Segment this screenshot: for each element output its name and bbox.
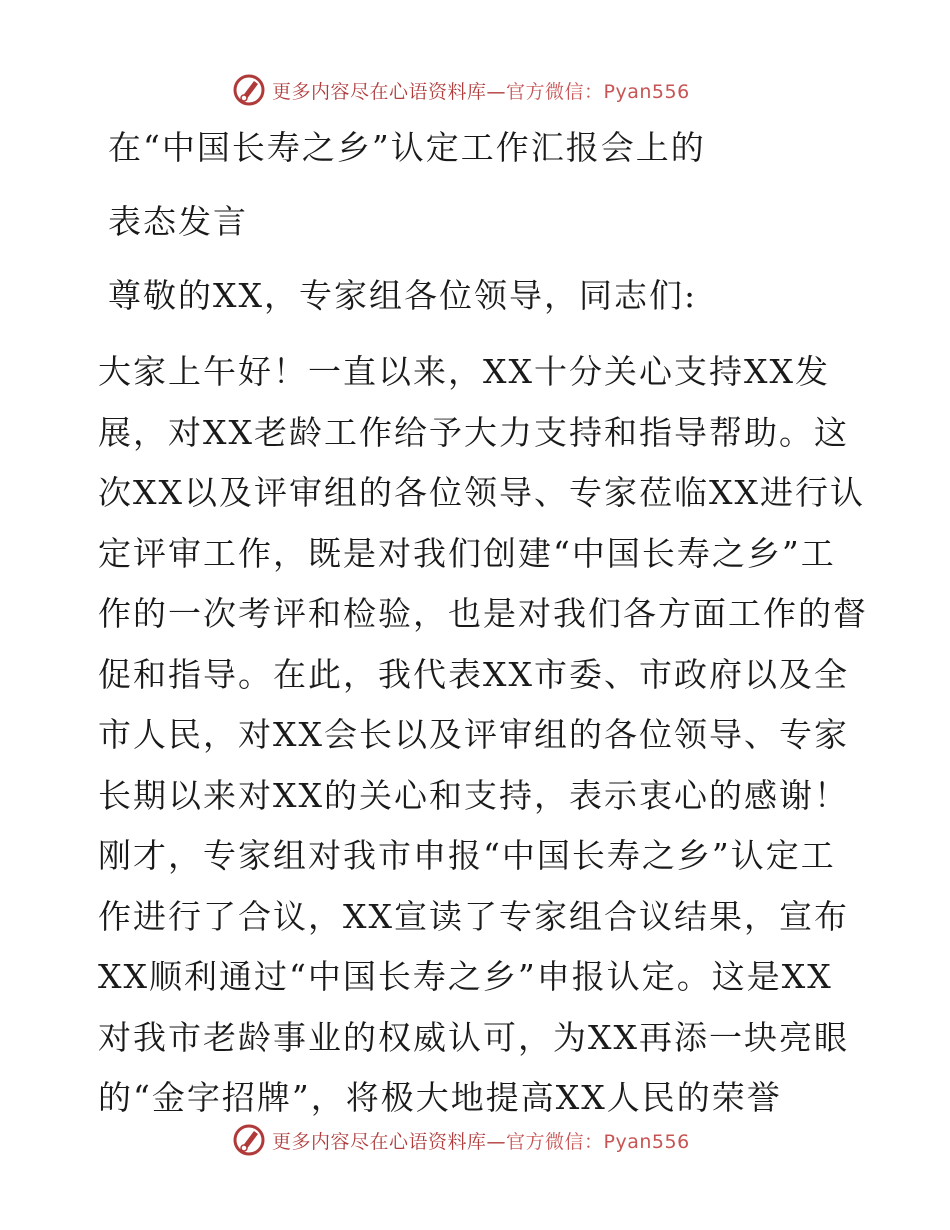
watermark-label: 官方微信： [506, 1130, 604, 1153]
watermark-account: Pyan556 [603, 1130, 690, 1153]
body-line: 对我市老龄事业的权威认可，为XX再添一块亮眼 [98, 1017, 849, 1057]
watermark-slogan: 更多内容尽在心语资料库 [272, 1130, 487, 1153]
body-line: 定评审工作，既是对我们创建“中国长寿之乡”工 [98, 533, 836, 573]
body-line: 刚才，专家组对我市申报“中国长寿之乡”认定工 [98, 836, 836, 875]
body-line: 促和指导。在此，我代表XX市委、市政府以及全 [98, 654, 849, 694]
watermark-separator: — [486, 80, 507, 103]
watermark-slogan: 更多内容尽在心语资料库 [272, 80, 487, 103]
body-line: 的“金字招牌”，将极大地提高XX人民的荣誉 [98, 1078, 782, 1117]
body-line: 展，对XX老龄工作给予大力支持和指导帮助。这 [98, 412, 849, 452]
salutation: 尊敬的XX，专家组各位领导，同志们: [108, 276, 698, 315]
body-line: XX顺利通过“中国长寿之乡”申报认定。这是XX [98, 957, 833, 996]
header-watermark [232, 72, 690, 108]
watermark-label: 官方微信： [506, 80, 604, 103]
page-title-line-2: 表态发言 [108, 202, 248, 241]
body-line: 次XX以及评审组的各位领导、专家莅临XX进行认 [98, 473, 865, 512]
watermark-separator: — [486, 1130, 507, 1153]
body-line: 作的一次考评和检验，也是对我们各方面工作的督 [98, 594, 868, 633]
pen-logo-icon [232, 1123, 266, 1157]
page-title-line-1: 在“中国长寿之乡”认定工作汇报会上的 [108, 128, 706, 167]
watermark-text [272, 1127, 690, 1154]
body-line: 作进行了合议，XX宣读了专家组合议结果，宣布 [98, 896, 849, 936]
body-line: 长期以来对XX的关心和支持，表示衷心的感谢！ [98, 775, 849, 815]
body-line: 市人民，对XX会长以及评审组的各位领导、专家 [98, 715, 849, 754]
footer-watermark [232, 1122, 690, 1158]
watermark-account: Pyan556 [603, 80, 690, 103]
watermark-text [272, 77, 690, 104]
pen-logo-icon [232, 73, 266, 107]
body-text [98, 342, 868, 1129]
body-line: 大家上午好！一直以来，XX十分关心支持XX发 [98, 352, 830, 391]
